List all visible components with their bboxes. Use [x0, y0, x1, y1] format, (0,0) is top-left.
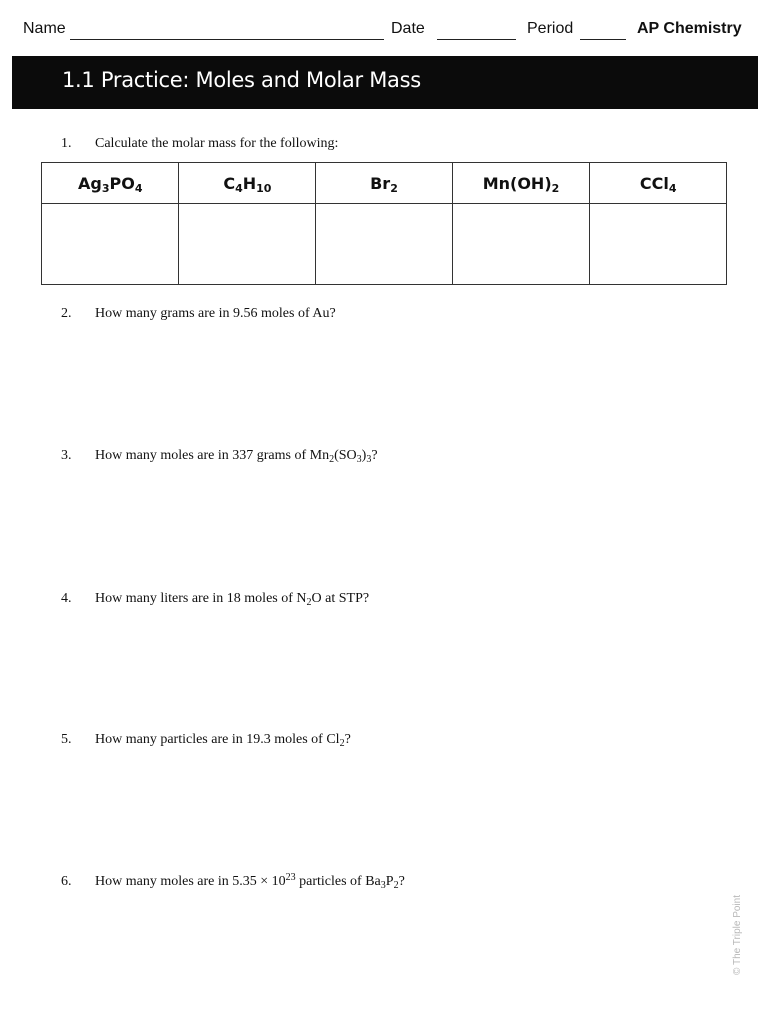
- answer-cell[interactable]: [42, 204, 179, 285]
- question-text: How many moles are in $5.35 \times 10^{23}$ particles of $Ba_3P_2$?: [95, 872, 405, 891]
- table-header-row: [42, 163, 727, 204]
- question-number: 4.: [61, 591, 72, 606]
- date-field[interactable]: [437, 39, 516, 40]
- course-label: AP Chemistry: [637, 20, 742, 37]
- copyright-watermark: © The Triple Point: [732, 895, 743, 975]
- name-label: Name: [23, 20, 66, 37]
- table-answer-row: [42, 204, 727, 285]
- period-field[interactable]: [580, 39, 626, 40]
- molar-mass-table: [41, 162, 727, 285]
- title-banner: [12, 56, 758, 109]
- period-label: Period: [527, 20, 574, 37]
- header: [0, 20, 768, 46]
- question-number: 2.: [61, 306, 72, 321]
- formula-br2: $Br_2$: [316, 163, 452, 204]
- question-text: How many moles are in 337 grams of $Mn_2(SO_3)_3$?: [95, 448, 378, 465]
- answer-cell[interactable]: [316, 204, 452, 285]
- formula-c4h10: $C_4H_{10}$: [179, 163, 316, 204]
- answer-cell[interactable]: [590, 204, 727, 285]
- question-text: Calculate the molar mass for the following:: [95, 136, 339, 151]
- answer-cell[interactable]: [179, 204, 316, 285]
- question-number: 3.: [61, 448, 72, 463]
- formula-ag3po4: $Ag_3PO_4$: [42, 163, 179, 204]
- name-field[interactable]: [70, 39, 384, 40]
- answer-cell[interactable]: [452, 204, 590, 285]
- date-label: Date: [391, 20, 425, 37]
- formula-mnoh2: $Mn(OH)_2$: [452, 163, 590, 204]
- page-title: 1.1 Practice: Moles and Molar Mass: [62, 68, 421, 92]
- formula-ccl4: CCl$_4$: [590, 163, 727, 204]
- question-number: 1.: [61, 136, 72, 151]
- question-text: How many particles are in 19.3 moles of $Cl_2$?: [95, 732, 351, 749]
- question-text: How many grams are in 9.56 moles of Au?: [95, 306, 336, 321]
- question-number: 6.: [61, 874, 72, 889]
- question-number: 5.: [61, 732, 72, 747]
- question-text: How many liters are in 18 moles of $N_2O$ at STP?: [95, 591, 370, 608]
